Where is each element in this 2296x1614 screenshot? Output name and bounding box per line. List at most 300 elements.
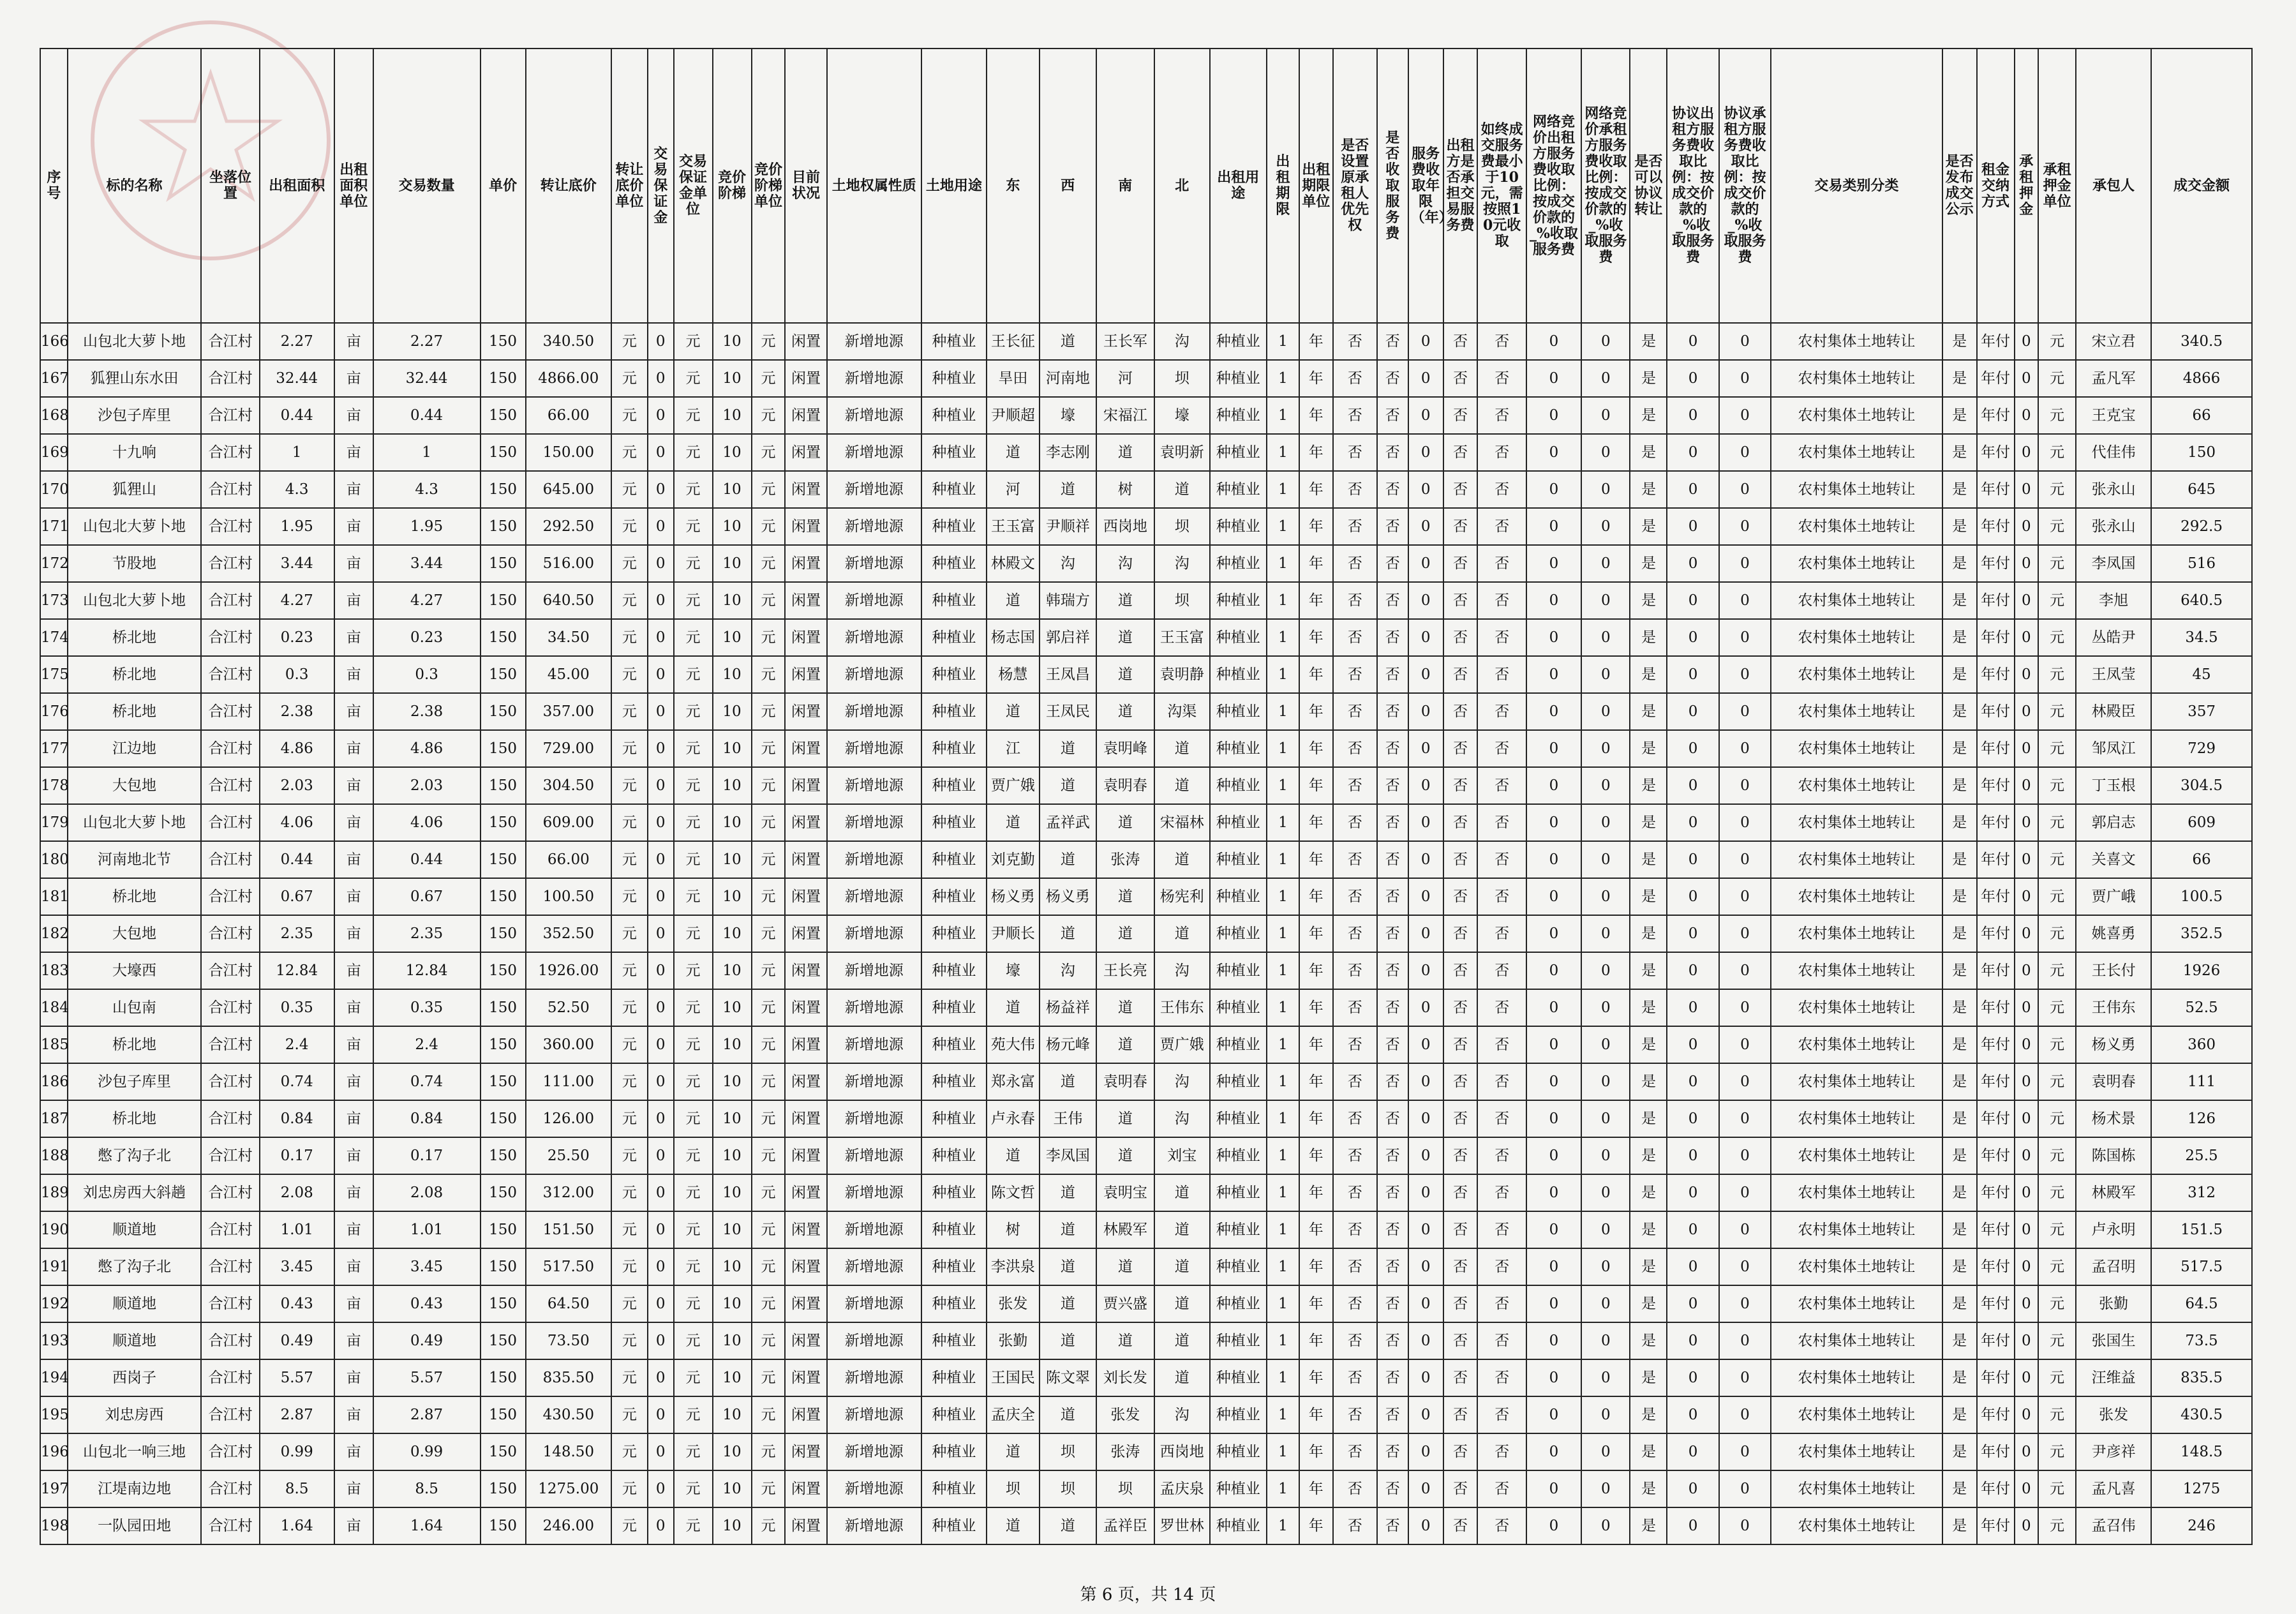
table-cell: 亩 — [334, 545, 373, 582]
table-cell: 10 — [713, 1396, 752, 1433]
table-cell: 0.74 — [373, 1063, 481, 1100]
table-cell: 否 — [1477, 730, 1526, 767]
table-cell: 元 — [2038, 323, 2076, 360]
table-cell: 闲置 — [785, 397, 826, 434]
table-cell: 0 — [648, 1137, 674, 1174]
table-cell: 2.27 — [373, 323, 481, 360]
table-cell: 0 — [1408, 1026, 1443, 1063]
table-cell: 元 — [752, 1396, 786, 1433]
table-cell: 道 — [1040, 1063, 1096, 1100]
table-cell: 否 — [1377, 582, 1408, 619]
table-cell: 否 — [1333, 1507, 1377, 1544]
table-cell: 元 — [674, 471, 713, 508]
table-cell: 道 — [1096, 915, 1155, 952]
table-cell: 10 — [713, 878, 752, 915]
table-cell: 150 — [481, 878, 526, 915]
table-cell: 元 — [2038, 1100, 2076, 1137]
table-cell: 150 — [481, 1470, 526, 1507]
table-cell: 陈文翠 — [1040, 1359, 1096, 1396]
table-cell: 0 — [2015, 434, 2039, 471]
table-cell: 否 — [1377, 360, 1408, 397]
table-cell: 合江村 — [201, 1248, 260, 1285]
table-cell: 道 — [1096, 656, 1155, 693]
table-cell: 150 — [481, 1248, 526, 1285]
table-cell: 150 — [2151, 434, 2252, 471]
table-cell: 是 — [1630, 915, 1667, 952]
table-cell: 193 — [40, 1322, 68, 1359]
table-cell: 0 — [1408, 841, 1443, 878]
table-cell: 年 — [1299, 1507, 1333, 1544]
table-cell: 0 — [1408, 878, 1443, 915]
table-cell: 174 — [40, 619, 68, 656]
table-cell: 道 — [1154, 1248, 1209, 1285]
table-cell: 种植业 — [1210, 1322, 1267, 1359]
table-cell: 顺道地 — [68, 1285, 202, 1322]
table-cell: 元 — [611, 1026, 648, 1063]
table-cell: 尹顺祥 — [1040, 508, 1096, 545]
table-cell: 0 — [648, 878, 674, 915]
table-cell: 0 — [1667, 545, 1718, 582]
table-cell: 1 — [1267, 360, 1299, 397]
table-cell: 旱田 — [987, 360, 1040, 397]
table-cell: 农村集体土地转让 — [1771, 1433, 1942, 1470]
table-row — [40, 434, 2252, 471]
table-cell: 宋福林 — [1154, 804, 1209, 841]
table-cell: 杨益祥 — [1040, 989, 1096, 1026]
table-cell: 亩 — [334, 323, 373, 360]
table-cell: 新增地源 — [827, 1137, 921, 1174]
table-cell: 道 — [987, 693, 1040, 730]
table-cell: 种植业 — [1210, 841, 1267, 878]
table-cell: 种植业 — [1210, 545, 1267, 582]
table-cell: 宋立君 — [2076, 323, 2151, 360]
table-cell: 元 — [611, 1507, 648, 1544]
table-cell: 种植业 — [1210, 1026, 1267, 1063]
table-cell: 年 — [1299, 545, 1333, 582]
table-cell: 李旭 — [2076, 582, 2151, 619]
table-cell: 农村集体土地转让 — [1771, 619, 1942, 656]
table-cell: 0 — [648, 619, 674, 656]
table-cell: 0 — [648, 323, 674, 360]
table-cell: 元 — [752, 804, 786, 841]
table-cell: 0 — [648, 804, 674, 841]
table-cell: 是 — [1942, 508, 1977, 545]
table-cell: 150 — [481, 952, 526, 989]
table-cell: 张涛 — [1096, 1433, 1155, 1470]
table-cell: 是 — [1942, 471, 1977, 508]
table-cell: 5.57 — [373, 1359, 481, 1396]
table-cell: 年付 — [1977, 508, 2015, 545]
table-cell: 1 — [1267, 952, 1299, 989]
table-cell: 袁明春 — [1096, 1063, 1155, 1100]
table-cell: 元 — [611, 1100, 648, 1137]
table-cell: 元 — [752, 323, 786, 360]
table-cell: 0 — [1526, 545, 1581, 582]
table-cell: 否 — [1443, 878, 1478, 915]
table-cell: 否 — [1443, 804, 1478, 841]
table-cell: 是 — [1630, 471, 1667, 508]
table-cell: 种植业 — [1210, 323, 1267, 360]
table-cell: 元 — [674, 1100, 713, 1137]
table-cell: 0 — [2015, 841, 2039, 878]
table-cell: 是 — [1942, 1507, 1977, 1544]
column-header: 承租押金 — [2015, 49, 2039, 323]
table-cell: 0 — [2015, 323, 2039, 360]
table-cell: 年付 — [1977, 545, 2015, 582]
table-cell: 亩 — [334, 952, 373, 989]
table-cell: 元 — [752, 1507, 786, 1544]
table-cell: 元 — [2038, 1359, 2076, 1396]
table-cell: 1 — [1267, 1322, 1299, 1359]
table-cell: 否 — [1333, 1026, 1377, 1063]
table-cell: 杨术景 — [2076, 1100, 2151, 1137]
table-cell: 桥北地 — [68, 1026, 202, 1063]
table-cell: 0 — [1581, 1211, 1630, 1248]
table-cell: 大包地 — [68, 915, 202, 952]
table-cell: 种植业 — [921, 471, 987, 508]
table-cell: 1 — [260, 434, 334, 471]
table-cell: 2.4 — [373, 1026, 481, 1063]
table-cell: 年 — [1299, 1063, 1333, 1100]
table-cell: 农村集体土地转让 — [1771, 1396, 1942, 1433]
table-row — [40, 656, 2252, 693]
table-cell: 150 — [481, 1396, 526, 1433]
table-row — [40, 1248, 2252, 1285]
table-cell: 亩 — [334, 1322, 373, 1359]
table-cell: 元 — [674, 1322, 713, 1359]
table-cell: 元 — [611, 360, 648, 397]
table-cell: 新增地源 — [827, 952, 921, 989]
table-cell: 杨义勇 — [2076, 1026, 2151, 1063]
land-transfer-table — [40, 48, 2253, 1545]
table-cell: 道 — [1154, 1211, 1209, 1248]
table-cell: 10 — [713, 1359, 752, 1396]
table-cell: 年 — [1299, 1174, 1333, 1211]
table-cell: 168 — [40, 397, 68, 434]
table-cell: 闲置 — [785, 582, 826, 619]
table-cell: 0 — [2015, 915, 2039, 952]
table-cell: 元 — [674, 1470, 713, 1507]
table-cell: 元 — [611, 545, 648, 582]
table-cell: 0 — [1581, 323, 1630, 360]
table-cell: 元 — [752, 915, 786, 952]
table-cell: 亩 — [334, 471, 373, 508]
table-cell: 0 — [2015, 471, 2039, 508]
table-cell: 0 — [1526, 1396, 1581, 1433]
table-cell: 元 — [752, 989, 786, 1026]
table-cell: 元 — [752, 545, 786, 582]
table-cell: 种植业 — [921, 1359, 987, 1396]
table-cell: 新增地源 — [827, 1359, 921, 1396]
table-cell: 元 — [611, 915, 648, 952]
table-cell: 元 — [2038, 730, 2076, 767]
table-cell: 种植业 — [1210, 471, 1267, 508]
table-cell: 0 — [2015, 619, 2039, 656]
table-cell: 道 — [1154, 915, 1209, 952]
table-cell: 150 — [481, 1100, 526, 1137]
table-cell: 0 — [648, 397, 674, 434]
table-cell: 1 — [1267, 841, 1299, 878]
table-cell: 年 — [1299, 1470, 1333, 1507]
table-cell: 150 — [481, 989, 526, 1026]
table-cell: 171 — [40, 508, 68, 545]
table-cell: 0 — [1667, 1507, 1718, 1544]
table-cell: 0 — [1667, 323, 1718, 360]
table-cell: 王伟东 — [2076, 989, 2151, 1026]
column-header: 坐落位置 — [201, 49, 260, 323]
table-cell: 8.5 — [373, 1470, 481, 1507]
table-cell: 闲置 — [785, 878, 826, 915]
table-cell: 是 — [1630, 545, 1667, 582]
table-cell: 年 — [1299, 804, 1333, 841]
table-cell: 合江村 — [201, 1174, 260, 1211]
table-cell: 道 — [1040, 323, 1096, 360]
column-header: 承包人 — [2076, 49, 2151, 323]
table-cell: 2.08 — [373, 1174, 481, 1211]
table-cell: 道 — [987, 1433, 1040, 1470]
table-cell: 年付 — [1977, 841, 2015, 878]
table-cell: 10 — [713, 767, 752, 804]
table-cell: 邹凤江 — [2076, 730, 2151, 767]
table-cell: 0 — [1581, 693, 1630, 730]
table-cell: 是 — [1630, 397, 1667, 434]
table-cell: 否 — [1333, 1248, 1377, 1285]
table-cell: 新增地源 — [827, 360, 921, 397]
table-cell: 1 — [1267, 1396, 1299, 1433]
table-cell: 2.35 — [260, 915, 334, 952]
table-cell: 198 — [40, 1507, 68, 1544]
table-cell: 是 — [1942, 1322, 1977, 1359]
table-cell: 10 — [713, 582, 752, 619]
table-cell: 185 — [40, 1026, 68, 1063]
table-cell: 0 — [2015, 397, 2039, 434]
table-cell: 0 — [1408, 952, 1443, 989]
table-cell: 292.50 — [526, 508, 611, 545]
table-cell: 新增地源 — [827, 434, 921, 471]
table-cell: 种植业 — [1210, 767, 1267, 804]
table-cell: 元 — [611, 1211, 648, 1248]
table-cell: 173 — [40, 582, 68, 619]
table-cell: 合江村 — [201, 582, 260, 619]
table-cell: 150.00 — [526, 434, 611, 471]
table-cell: 0 — [1581, 767, 1630, 804]
table-cell: 元 — [752, 841, 786, 878]
table-cell: 年付 — [1977, 952, 2015, 989]
table-cell: 0 — [1719, 767, 1771, 804]
table-cell: 0 — [1667, 1359, 1718, 1396]
table-cell: 贾广娥 — [987, 767, 1040, 804]
table-cell: 树 — [987, 1211, 1040, 1248]
table-cell: 是 — [1942, 804, 1977, 841]
table-cell: 桥北地 — [68, 693, 202, 730]
table-cell: 是 — [1630, 434, 1667, 471]
table-cell: 杨义勇 — [987, 878, 1040, 915]
table-cell: 186 — [40, 1063, 68, 1100]
table-cell: 元 — [2038, 1137, 2076, 1174]
table-row — [40, 804, 2252, 841]
table-cell: 合江村 — [201, 323, 260, 360]
table-cell: 种植业 — [1210, 434, 1267, 471]
table-cell: 0 — [1408, 693, 1443, 730]
column-header: 租金交纳方式 — [1977, 49, 2015, 323]
table-cell: 0 — [2015, 1026, 2039, 1063]
table-cell: 合江村 — [201, 360, 260, 397]
table-cell: 王长征 — [987, 323, 1040, 360]
table-cell: 否 — [1477, 545, 1526, 582]
table-cell: 年 — [1299, 878, 1333, 915]
table-cell: 否 — [1333, 952, 1377, 989]
table-cell: 郑永富 — [987, 1063, 1040, 1100]
table-cell: 0 — [2015, 989, 2039, 1026]
table-cell: 4.06 — [260, 804, 334, 841]
table-cell: 否 — [1377, 1248, 1408, 1285]
table-cell: 合江村 — [201, 508, 260, 545]
table-cell: 山包南 — [68, 989, 202, 1026]
table-cell: 148.50 — [526, 1433, 611, 1470]
table-cell: 元 — [2038, 1026, 2076, 1063]
table-cell: 0 — [2015, 1248, 2039, 1285]
table-cell: 农村集体土地转让 — [1771, 804, 1942, 841]
table-cell: 否 — [1443, 1285, 1478, 1322]
column-header: 出租面积 — [260, 49, 334, 323]
table-cell: 否 — [1377, 545, 1408, 582]
table-cell: 种植业 — [1210, 1359, 1267, 1396]
table-cell: 0 — [1667, 1322, 1718, 1359]
table-cell: 0 — [1581, 1100, 1630, 1137]
table-cell: 合江村 — [201, 1396, 260, 1433]
table-cell: 壕 — [1154, 397, 1209, 434]
table-cell: 合江村 — [201, 1100, 260, 1137]
table-cell: 否 — [1377, 1507, 1408, 1544]
column-header: 转让底价单位 — [611, 49, 648, 323]
table-cell: 否 — [1333, 656, 1377, 693]
table-cell: 182 — [40, 915, 68, 952]
table-cell: 0 — [2015, 656, 2039, 693]
table-cell: 246.00 — [526, 1507, 611, 1544]
table-cell: 是 — [1942, 1396, 1977, 1433]
table-cell: 是 — [1630, 1174, 1667, 1211]
table-cell: 181 — [40, 878, 68, 915]
table-cell: 1 — [1267, 1026, 1299, 1063]
table-cell: 0 — [1667, 360, 1718, 397]
table-cell: 否 — [1377, 1211, 1408, 1248]
table-cell: 道 — [1040, 1396, 1096, 1433]
table-cell: 0 — [1526, 397, 1581, 434]
table-cell: 否 — [1333, 397, 1377, 434]
table-cell: 0 — [1408, 730, 1443, 767]
table-cell: 新增地源 — [827, 767, 921, 804]
table-cell: 66.00 — [526, 841, 611, 878]
table-cell: 1.64 — [373, 1507, 481, 1544]
table-row — [40, 1211, 2252, 1248]
table-cell: 合江村 — [201, 1359, 260, 1396]
table-cell: 340.5 — [2151, 323, 2252, 360]
table-cell: 憋了沟子北 — [68, 1248, 202, 1285]
table-cell: 0 — [1408, 323, 1443, 360]
table-cell: 合江村 — [201, 693, 260, 730]
table-cell: 亩 — [334, 1359, 373, 1396]
table-cell: 元 — [611, 1174, 648, 1211]
table-cell: 年 — [1299, 1322, 1333, 1359]
table-cell: 元 — [2038, 989, 2076, 1026]
table-cell: 元 — [2038, 434, 2076, 471]
table-cell: 100.5 — [2151, 878, 2252, 915]
table-cell: 0 — [1581, 952, 1630, 989]
table-cell: 是 — [1942, 545, 1977, 582]
table-cell: 种植业 — [921, 1322, 987, 1359]
table-cell: 0.43 — [260, 1285, 334, 1322]
table-cell: 道 — [987, 1507, 1040, 1544]
table-cell: 闲置 — [785, 1396, 826, 1433]
table-cell: 合江村 — [201, 767, 260, 804]
table-cell: 元 — [2038, 397, 2076, 434]
table-cell: 元 — [674, 360, 713, 397]
table-cell: 否 — [1477, 434, 1526, 471]
table-cell: 河 — [1096, 360, 1155, 397]
table-cell: 0 — [1719, 1100, 1771, 1137]
table-cell: 10 — [713, 1507, 752, 1544]
table-cell: 袁明春 — [1096, 767, 1155, 804]
table-cell: 道 — [1040, 1248, 1096, 1285]
table-cell: 609.00 — [526, 804, 611, 841]
table-cell: 否 — [1477, 1211, 1526, 1248]
table-cell: 闲置 — [785, 952, 826, 989]
table-cell: 狐狸山东水田 — [68, 360, 202, 397]
table-cell: 元 — [752, 1322, 786, 1359]
table-cell: 2.38 — [373, 693, 481, 730]
table-cell: 0 — [1408, 1470, 1443, 1507]
table-cell: 种植业 — [921, 1026, 987, 1063]
table-cell: 170 — [40, 471, 68, 508]
table-cell: 2.4 — [260, 1026, 334, 1063]
table-cell: 年 — [1299, 1396, 1333, 1433]
table-cell: 道 — [1096, 1100, 1155, 1137]
table-cell: 0.35 — [260, 989, 334, 1026]
table-cell: 合江村 — [201, 1137, 260, 1174]
table-cell: 357.00 — [526, 693, 611, 730]
table-cell: 是 — [1630, 804, 1667, 841]
table-cell: 否 — [1477, 397, 1526, 434]
table-cell: 元 — [611, 804, 648, 841]
table-cell: 道 — [1040, 767, 1096, 804]
table-cell: 是 — [1630, 952, 1667, 989]
table-cell: 是 — [1630, 1507, 1667, 1544]
table-cell: 种植业 — [1210, 656, 1267, 693]
table-cell: 元 — [674, 1211, 713, 1248]
table-cell: 是 — [1630, 323, 1667, 360]
table-cell: 0 — [1526, 1322, 1581, 1359]
table-cell: 刘长发 — [1096, 1359, 1155, 1396]
table-row — [40, 1174, 2252, 1211]
table-cell: 沟 — [1040, 545, 1096, 582]
table-cell: 道 — [987, 434, 1040, 471]
table-cell: 种植业 — [921, 1174, 987, 1211]
table-cell: 0.99 — [373, 1433, 481, 1470]
table-cell: 是 — [1630, 841, 1667, 878]
table-cell: 0 — [2015, 1100, 2039, 1137]
table-cell: 元 — [674, 989, 713, 1026]
table-cell: 王伟 — [1040, 1100, 1096, 1137]
table-cell: 合江村 — [201, 434, 260, 471]
table-row — [40, 471, 2252, 508]
table-cell: 34.50 — [526, 619, 611, 656]
table-cell: 亩 — [334, 619, 373, 656]
table-cell: 4866 — [2151, 360, 2252, 397]
table-cell: 否 — [1333, 841, 1377, 878]
table-cell: 新增地源 — [827, 1507, 921, 1544]
table-cell: 0 — [1408, 656, 1443, 693]
column-header: 交易保证金 — [648, 49, 674, 323]
